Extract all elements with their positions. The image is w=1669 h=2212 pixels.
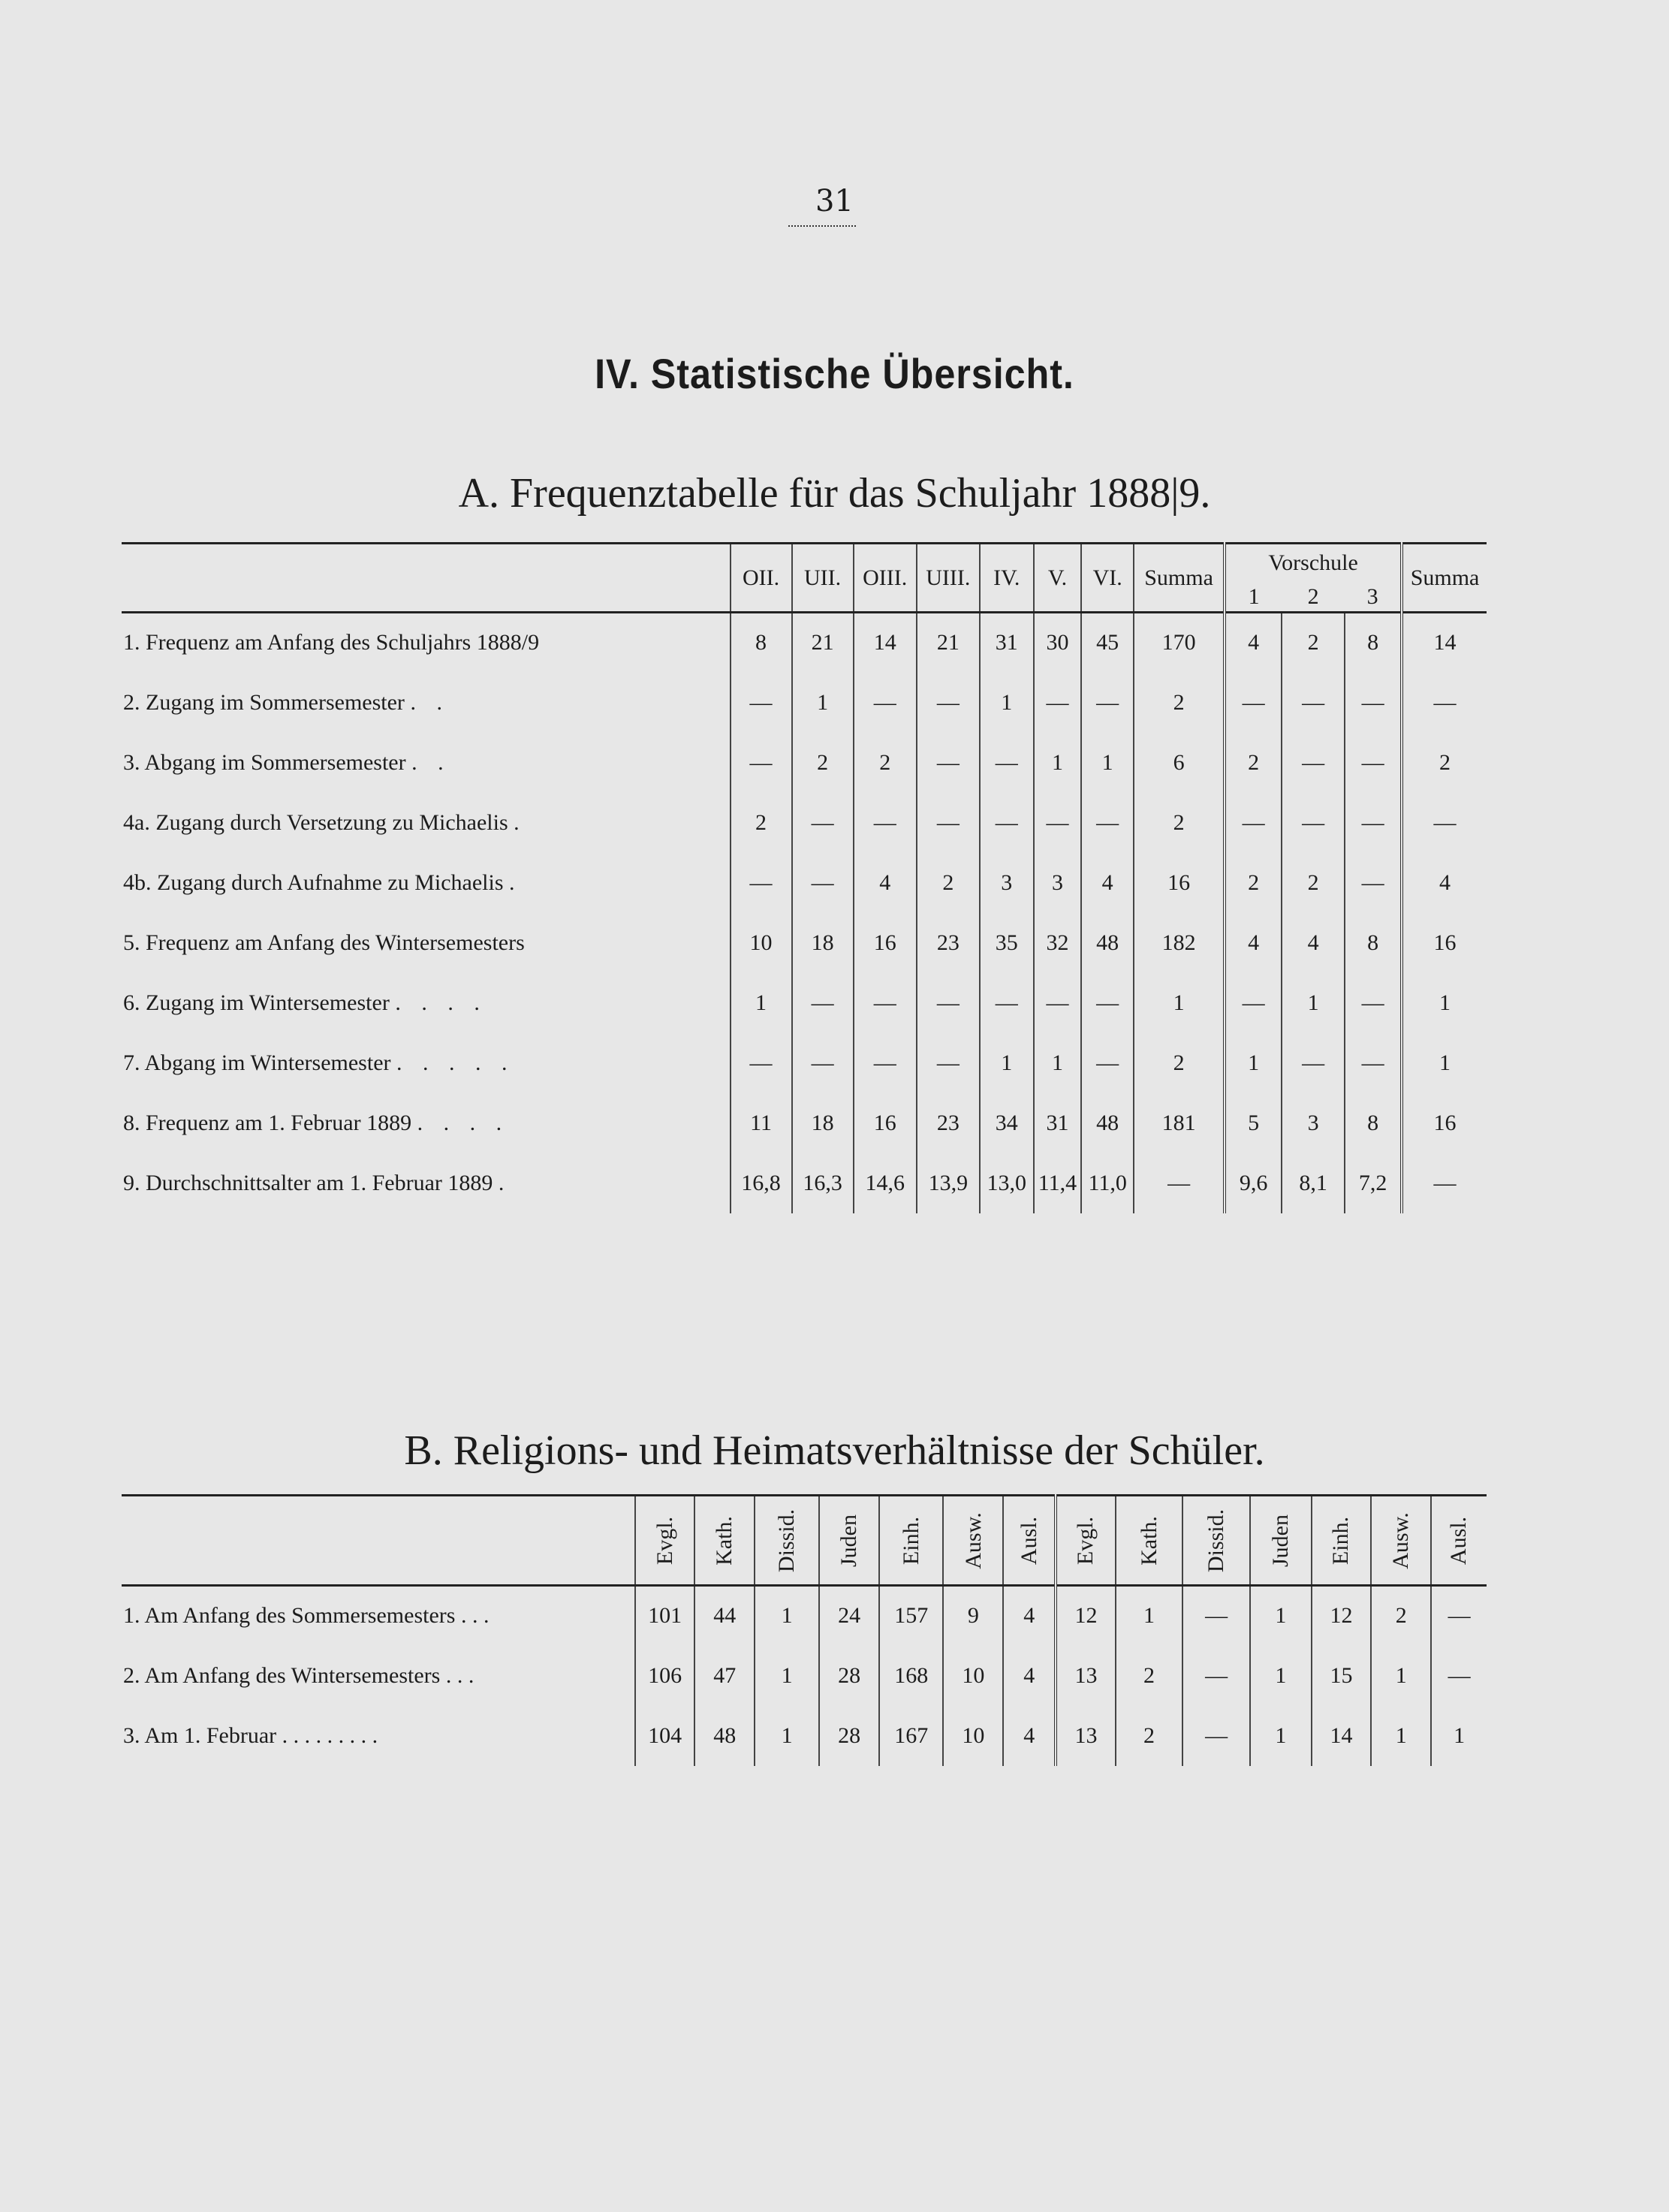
col-header: IV. <box>980 544 1034 613</box>
cell-value: 32 <box>1034 913 1082 973</box>
cell-value: — <box>731 673 792 733</box>
section-heading: IV. Statistische Übersicht. <box>595 350 1074 397</box>
leader-dots: . <box>498 1170 512 1195</box>
table-row <box>122 1093 1487 1153</box>
vorschule-cell: 1 <box>1402 973 1487 1033</box>
col-header <box>1312 1496 1372 1586</box>
col-header <box>635 1496 695 1586</box>
vorschule-cell: — <box>1345 853 1402 913</box>
row-label <box>122 1093 731 1153</box>
cell-value: 9 <box>943 1586 1003 1646</box>
row-label <box>122 1706 635 1766</box>
cell-value: — <box>917 1033 980 1093</box>
cell-value: 1 <box>1431 1706 1487 1766</box>
cell-value: — <box>854 793 917 853</box>
cell-value: 31 <box>1034 1093 1082 1153</box>
row-label-text: 2. Am Anfang des Wintersemesters <box>123 1662 441 1688</box>
cell-value: 18 <box>792 1093 854 1153</box>
col-header-text: Einh. <box>898 1516 923 1565</box>
cell-value: 44 <box>694 1586 755 1646</box>
col-header <box>1003 1496 1056 1586</box>
vorschule-cell: — <box>1345 733 1402 793</box>
cell-value: 30 <box>1034 613 1082 673</box>
col-header <box>1116 1496 1182 1586</box>
row-label <box>122 1033 731 1093</box>
cell-value: 14,6 <box>854 1153 917 1213</box>
row-label-text: 1. Am Anfang des Sommersemesters <box>123 1603 456 1629</box>
cell-value: 1 <box>1371 1646 1431 1706</box>
vorschule-cell: 5 <box>1225 1093 1282 1153</box>
cell-value: 1 <box>1081 733 1134 793</box>
table-row <box>122 853 1487 913</box>
cell-value: 47 <box>694 1646 755 1706</box>
vorschule-cell: — <box>1345 673 1402 733</box>
col-header <box>694 1496 755 1586</box>
row-label <box>122 853 731 913</box>
row-label-text: 3. Am 1. Februar <box>123 1722 277 1748</box>
cell-value: — <box>917 733 980 793</box>
cell-value: — <box>1081 1033 1134 1093</box>
cell-value: — <box>731 853 792 913</box>
cell-value: 28 <box>819 1706 879 1766</box>
cell-value: 1 <box>1116 1586 1182 1646</box>
cell-value: 4 <box>1003 1646 1056 1706</box>
vorschule-cell: 4 <box>1225 913 1282 973</box>
cell-value: 4 <box>1081 853 1134 913</box>
leader-dots: . . . . <box>417 1110 510 1135</box>
row-label <box>122 1153 731 1213</box>
cell-value: — <box>792 973 854 1033</box>
col-header: VI. <box>1081 544 1134 613</box>
vorschule-cell: 9,6 <box>1225 1153 1282 1213</box>
vorschule-subheader: 2 <box>1307 583 1319 609</box>
cell-value: — <box>1182 1706 1250 1766</box>
cell-value: 48 <box>1081 913 1134 973</box>
table-row <box>122 1586 1487 1646</box>
col-header-text: Ausw. <box>1388 1511 1414 1569</box>
vorschule-cell: 16 <box>1402 1093 1487 1153</box>
vorschule-cell: 8 <box>1345 1093 1402 1153</box>
cell-value: 31 <box>980 613 1034 673</box>
col-header: OIII. <box>854 544 917 613</box>
cell-value: 13,0 <box>980 1153 1034 1213</box>
leader-dots: . . . . . <box>396 1050 515 1075</box>
vorschule-cell: 2 <box>1282 853 1345 913</box>
cell-value: 21 <box>917 613 980 673</box>
cell-value: 16 <box>1134 853 1225 913</box>
row-label-text: 3. Abgang im Sommersemester <box>123 749 406 775</box>
vorschule-cell: — <box>1282 733 1345 793</box>
cell-value: 13 <box>1056 1706 1116 1766</box>
vorschule-cell: 4 <box>1225 613 1282 673</box>
vorschule-cell: 1 <box>1225 1033 1282 1093</box>
vorschule-cell: — <box>1225 793 1282 853</box>
vorschule-cell: — <box>1345 793 1402 853</box>
cell-value: 21 <box>792 613 854 673</box>
col-header-text: Ausw. <box>960 1511 986 1569</box>
cell-value: — <box>792 1033 854 1093</box>
cell-value: 23 <box>917 913 980 973</box>
col-header <box>1056 1496 1116 1586</box>
cell-value: 48 <box>694 1706 755 1766</box>
cell-value: 1 <box>1250 1706 1312 1766</box>
cell-value: — <box>792 793 854 853</box>
cell-value: 167 <box>879 1706 943 1766</box>
vorschule-cell: 1 <box>1402 1033 1487 1093</box>
cell-value: 16,3 <box>792 1153 854 1213</box>
vorschule-cell: — <box>1225 973 1282 1033</box>
cell-value: 1 <box>755 1646 819 1706</box>
vorschule-cell: 4 <box>1282 913 1345 973</box>
vorschule-cell: — <box>1282 793 1345 853</box>
cell-value: 2 <box>854 733 917 793</box>
cell-value: — <box>1034 793 1082 853</box>
cell-value: — <box>917 973 980 1033</box>
row-label-text: 4b. Zugang durch Aufnahme zu Michaelis <box>123 869 504 895</box>
cell-value: 14 <box>854 613 917 673</box>
frequency-table-title: A. Frequenztabelle für das Schuljahr 1888|9. <box>458 470 1211 517</box>
cell-value: 2 <box>1116 1706 1182 1766</box>
row-label-text: 1. Frequenz am Anfang des Schuljahrs 1888/9 <box>123 630 540 655</box>
leader-dots: . . . . <box>395 990 487 1015</box>
cell-value: — <box>792 853 854 913</box>
cell-value: 18 <box>792 913 854 973</box>
cell-value: 10 <box>943 1646 1003 1706</box>
cell-value: 2 <box>1134 1033 1225 1093</box>
cell-value: 16 <box>854 1093 917 1153</box>
cell-value: — <box>1182 1586 1250 1646</box>
col-header-text: Kath. <box>1136 1515 1161 1566</box>
cell-value: — <box>1431 1586 1487 1646</box>
vorschule-cell: 2 <box>1225 733 1282 793</box>
vorschule-cell: — <box>1282 1033 1345 1093</box>
cell-value: — <box>980 733 1034 793</box>
cell-value: — <box>854 673 917 733</box>
col-header <box>1431 1496 1487 1586</box>
cell-value: 16 <box>854 913 917 973</box>
col-header-text: Einh. <box>1328 1516 1354 1565</box>
cell-value: 2 <box>1116 1646 1182 1706</box>
col-header-text: Ausl. <box>1016 1516 1041 1565</box>
cell-value: — <box>1081 673 1134 733</box>
religion-table <box>122 1494 1487 1766</box>
cell-value: 1 <box>980 1033 1034 1093</box>
table-row <box>122 673 1487 733</box>
row-label <box>122 1646 635 1706</box>
cell-value: 35 <box>980 913 1034 973</box>
cell-value: 14 <box>1312 1706 1372 1766</box>
cell-value: 34 <box>980 1093 1034 1153</box>
cell-value: 15 <box>1312 1646 1372 1706</box>
cell-value: 157 <box>879 1586 943 1646</box>
vorschule-cell: 16 <box>1402 913 1487 973</box>
row-label-text: 6. Zugang im Wintersemester <box>123 990 390 1015</box>
table-row <box>122 1033 1487 1093</box>
cell-value: 12 <box>1056 1586 1116 1646</box>
row-label <box>122 973 731 1033</box>
vorschule-cell: 7,2 <box>1345 1153 1402 1213</box>
row-label-text: 9. Durchschnittsalter am 1. Februar 1889 <box>123 1170 493 1195</box>
cell-value: 1 <box>1134 973 1225 1033</box>
religion-table-title: B. Religions- und Heimatsverhältnisse der Schüler. <box>404 1427 1265 1474</box>
cell-value: 8 <box>731 613 792 673</box>
vorschule-cell: — <box>1402 793 1487 853</box>
cell-value: 4 <box>1003 1706 1056 1766</box>
cell-value: 2 <box>917 853 980 913</box>
leader-dots: . . . <box>460 1603 490 1629</box>
col-header <box>943 1496 1003 1586</box>
row-label <box>122 1586 635 1646</box>
col-header-text: Juden <box>836 1514 862 1567</box>
row-label-text: 8. Frequenz am 1. Februar 1889 <box>123 1110 412 1135</box>
cell-value: 1 <box>731 973 792 1033</box>
cell-value: 13 <box>1056 1646 1116 1706</box>
cell-value: 12 <box>1312 1586 1372 1646</box>
leader-dots: . . . . . . . . . <box>282 1722 378 1748</box>
cell-value: 3 <box>980 853 1034 913</box>
vorschule-cell: — <box>1225 673 1282 733</box>
col-header <box>1371 1496 1431 1586</box>
col-header-text: Dissid. <box>1204 1508 1229 1572</box>
row-label-text: 2. Zugang im Sommersemester <box>123 689 405 715</box>
cell-value: 2 <box>792 733 854 793</box>
col-header <box>819 1496 879 1586</box>
cell-value: — <box>980 793 1034 853</box>
leader-dots: . <box>514 809 527 835</box>
cell-value: 11,4 <box>1034 1153 1082 1213</box>
cell-value: 24 <box>819 1586 879 1646</box>
cell-value: — <box>1081 793 1134 853</box>
vorschule-cell: 4 <box>1402 853 1487 913</box>
leader-dots: . . <box>410 689 450 715</box>
cell-value: 4 <box>1003 1586 1056 1646</box>
col-header <box>1182 1496 1250 1586</box>
header-blank <box>122 1496 635 1586</box>
col-header <box>1250 1496 1312 1586</box>
table-row <box>122 973 1487 1033</box>
leader-dots: . <box>509 869 523 895</box>
col-header <box>755 1496 819 1586</box>
cell-value: 45 <box>1081 613 1134 673</box>
col-header <box>879 1496 943 1586</box>
vorschule-subheader: 3 <box>1366 583 1378 609</box>
cell-value: — <box>854 1033 917 1093</box>
vorschule-cell: 14 <box>1402 613 1487 673</box>
row-label-text: 7. Abgang im Wintersemester <box>123 1050 391 1075</box>
cell-value: 1 <box>1250 1586 1312 1646</box>
vorschule-cell: — <box>1402 1153 1487 1213</box>
table-row <box>122 1706 1487 1766</box>
table-row <box>122 913 1487 973</box>
frequency-table <box>122 542 1487 1213</box>
cell-value: — <box>917 673 980 733</box>
row-label <box>122 613 731 673</box>
cell-value: 181 <box>1134 1093 1225 1153</box>
vorschule-cell: — <box>1282 673 1345 733</box>
cell-value: 23 <box>917 1093 980 1153</box>
col-header: Summa <box>1134 544 1225 613</box>
cell-value: 170 <box>1134 613 1225 673</box>
cell-value: — <box>1081 973 1134 1033</box>
page-number-ornament <box>788 225 856 227</box>
leader-dots: . . . <box>445 1662 474 1688</box>
col-header-text: Dissid. <box>774 1508 800 1572</box>
cell-value: 1 <box>1250 1646 1312 1706</box>
cell-value: 1 <box>1034 1033 1082 1093</box>
vorschule-header: Vorschule <box>1225 544 1402 583</box>
cell-value: 168 <box>879 1646 943 1706</box>
cell-value: 16,8 <box>731 1153 792 1213</box>
col-header-text: Juden <box>1267 1514 1293 1567</box>
row-label <box>122 793 731 853</box>
row-label <box>122 913 731 973</box>
cell-value: 182 <box>1134 913 1225 973</box>
cell-value: — <box>854 973 917 1033</box>
cell-value: — <box>1182 1646 1250 1706</box>
cell-value: 28 <box>819 1646 879 1706</box>
vorschule-cell: 1 <box>1282 973 1345 1033</box>
row-label-text: 5. Frequenz am Anfang des Wintersemesters <box>123 930 525 955</box>
cell-value: 101 <box>635 1586 695 1646</box>
table-row <box>122 1646 1487 1706</box>
vorschule-cell: 8,1 <box>1282 1153 1345 1213</box>
cell-value: 4 <box>854 853 917 913</box>
cell-value: — <box>917 793 980 853</box>
row-label-text: 4a. Zugang durch Versetzung zu Michaelis <box>123 809 508 835</box>
cell-value: — <box>731 1033 792 1093</box>
cell-value: — <box>1431 1646 1487 1706</box>
vorschule-subheader: 1 <box>1225 583 1282 613</box>
cell-value: 2 <box>1134 793 1225 853</box>
cell-value: 10 <box>731 913 792 973</box>
cell-value: 2 <box>1134 673 1225 733</box>
vorschule-cell: — <box>1402 673 1487 733</box>
vorschule-summa-header: Summa <box>1402 544 1487 613</box>
col-header: UII. <box>792 544 854 613</box>
cell-value: — <box>1034 973 1082 1033</box>
page-number: 31 <box>815 184 854 218</box>
leader-dots: . . <box>411 749 451 775</box>
row-label <box>122 733 731 793</box>
col-header-text: Kath. <box>712 1515 737 1566</box>
cell-value: 13,9 <box>917 1153 980 1213</box>
col-header-text: Ausl. <box>1446 1516 1472 1565</box>
cell-value: 2 <box>731 793 792 853</box>
cell-value: — <box>1034 673 1082 733</box>
cell-value: 1 <box>792 673 854 733</box>
cell-value: — <box>731 733 792 793</box>
vorschule-cell: 2 <box>1402 733 1487 793</box>
vorschule-cell: 2 <box>1282 613 1345 673</box>
vorschule-cell: 8 <box>1345 913 1402 973</box>
cell-value: 6 <box>1134 733 1225 793</box>
table-row <box>122 613 1487 673</box>
cell-value: 106 <box>635 1646 695 1706</box>
cell-value: — <box>980 973 1034 1033</box>
table-row <box>122 793 1487 853</box>
cell-value: 11,0 <box>1081 1153 1134 1213</box>
cell-value: 48 <box>1081 1093 1134 1153</box>
table-row <box>122 1153 1487 1213</box>
cell-value: 3 <box>1034 853 1082 913</box>
cell-value: 2 <box>1371 1586 1431 1646</box>
cell-value: 1 <box>755 1706 819 1766</box>
col-header: OII. <box>731 544 792 613</box>
vorschule-cell: — <box>1345 973 1402 1033</box>
col-header: V. <box>1034 544 1082 613</box>
table-row <box>122 733 1487 793</box>
vorschule-cell: 3 <box>1282 1093 1345 1153</box>
col-header-text: Evgl. <box>1073 1516 1098 1565</box>
cell-value: 10 <box>943 1706 1003 1766</box>
vorschule-cell: 8 <box>1345 613 1402 673</box>
cell-value: 1 <box>1034 733 1082 793</box>
col-header-text: Evgl. <box>652 1516 677 1565</box>
cell-value: 1 <box>1371 1706 1431 1766</box>
cell-value: 104 <box>635 1706 695 1766</box>
vorschule-cell: 2 <box>1225 853 1282 913</box>
cell-value: 1 <box>980 673 1034 733</box>
col-header: UIII. <box>917 544 980 613</box>
cell-value: 11 <box>731 1093 792 1153</box>
cell-value: — <box>1134 1153 1225 1213</box>
cell-value: 1 <box>755 1586 819 1646</box>
header-blank <box>122 544 731 613</box>
vorschule-cell: — <box>1345 1033 1402 1093</box>
row-label <box>122 673 731 733</box>
